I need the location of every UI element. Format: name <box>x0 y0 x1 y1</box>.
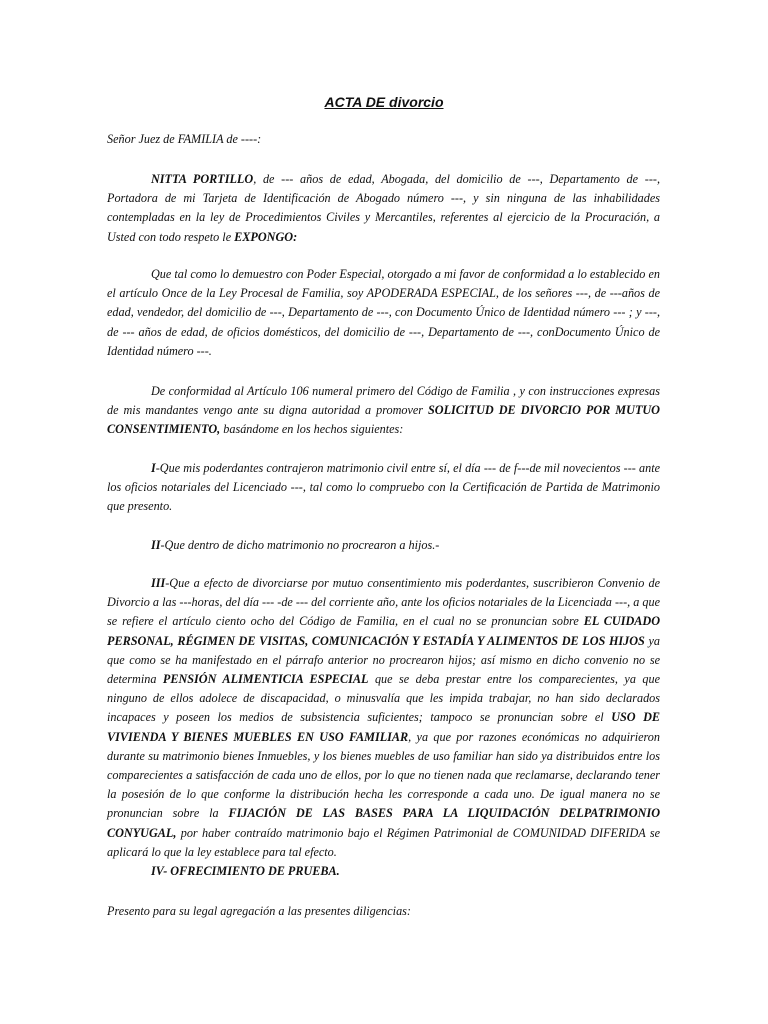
salutation: Señor Juez de FAMILIA de ----: <box>107 132 262 146</box>
paragraph-fact-3: III-Que a efecto de divorciarse por mutuo consentimiento mis poderdantes, suscribieron Convenio de Divorcio a las ---horas, del día --- -de --- del corriente año, ante los oficios notariales de la Licenciada ---, a que se refiere el artículo ciento ocho del Código de Familia, en el cual no se pronuncian sobre EL CUIDADO PERSONAL, RÉGIMEN DE VISITAS, COMUNICACIÓN Y ESTADÍA Y ALIMENTOS DE LOS HIJOS ya que como se ha manifestado en el párrafo anterior no procrearon hijos; así mismo en dicho convenio no se determina PENSIÓN ALIMENTICIA ESPECIAL que se deba prestar entre los comparecientes, ya que ninguno de ellos adolece de discapacidad, o minusvalía que les impida trabajar, no han sido declarados incapaces y poseen los medios de subsistencia suficientes; tampoco se pronuncian sobre el USO DE VIVIENDA Y BIENES MUEBLES EN USO FAMILIAR, ya que por razones económicas no adquirieron durante su matrimonio bienes Inmuebles, y los bienes muebles de uso familiar han sido ya distribuidos entre los comparecientes a satisfacción de cada uno de ellos, por lo que no tienen nada que reclamarse, declarando tener la posesión de lo que conforme la distribución hecha les corresponde a cada uno. De igual manera no se pronuncian sobre la FIJACIÓN DE LAS BASES PARA LA LIQUIDACIÓN DELPATRIMONIO CONYUGAL, por haber contraído matrimonio bajo el Régimen Patrimonial de COMUNIDAD DIFERIDA se aplicará lo que la ley establece para tal efecto. <box>107 576 661 859</box>
divorce-request-heading: SOLICITUD DE DIVORCIO POR MUTUO CONSENTIMIENTO, <box>107 403 660 437</box>
paragraph-fact-2: II-Que dentro de dicho matrimonio no procrearon a hijos.- <box>151 538 440 552</box>
paragraph-power-of-attorney: Que tal como lo demuestro con Poder Especial, otorgado a mi favor de conformidad a lo establecido en el artículo Once de la Ley Procesal de Familia, soy APODERADA ESPECIAL, de los señores ---, de ---años de edad, vendedor, del domicilio de ---, Departamento de ---, con Documento Único de Identidad número --- ; y ---, de --- años de edad, de oficios domésticos, del domicilio de ---, Departamento de ---, conDocumento Único de Identidad número ---. <box>107 267 660 358</box>
paragraph-evidence-intro: Presento para su legal agregación a las presentes diligencias: <box>107 904 411 918</box>
paragraph-fact-1: I-Que mis poderdantes contrajeron matrimonio civil entre sí, el día --- de f---de mil novecientos --- ante los oficios notariales del Licenciado ---, tal como lo compruebo con la Certificación de Partida de Matrimonio que presento. <box>107 461 660 514</box>
attorney-name: NITTA PORTILLO <box>151 172 254 186</box>
heading-evidence: IV- OFRECIMIENTO DE PRUEBA. <box>151 864 340 878</box>
paragraph-introduction: NITTA PORTILLO, de --- años de edad, Abogada, del domicilio de ---, Departamento de ---, Portadora de mi Tarjeta de Identificación de Abogado número ---, y sin ninguna de las inhabilidades contempladas en la ley de Procedimientos Civiles y Mercantiles, referentes al ejercicio de la Procuración, a Usted con todo respeto le EXPONGO: <box>107 172 660 244</box>
document-title: ACTA DE divorcio <box>324 94 444 110</box>
expongo-heading: EXPONGO: <box>234 229 298 244</box>
paragraph-legal-basis: De conformidad al Artículo 106 numeral primero del Código de Familia , y con instrucciones expresas de mis mandantes vengo ante su digna autoridad a promover SOLICITUD DE DIVORCIO POR MUTUO CONSENTIMIENTO, basándome en los hechos siguientes: <box>107 384 660 437</box>
